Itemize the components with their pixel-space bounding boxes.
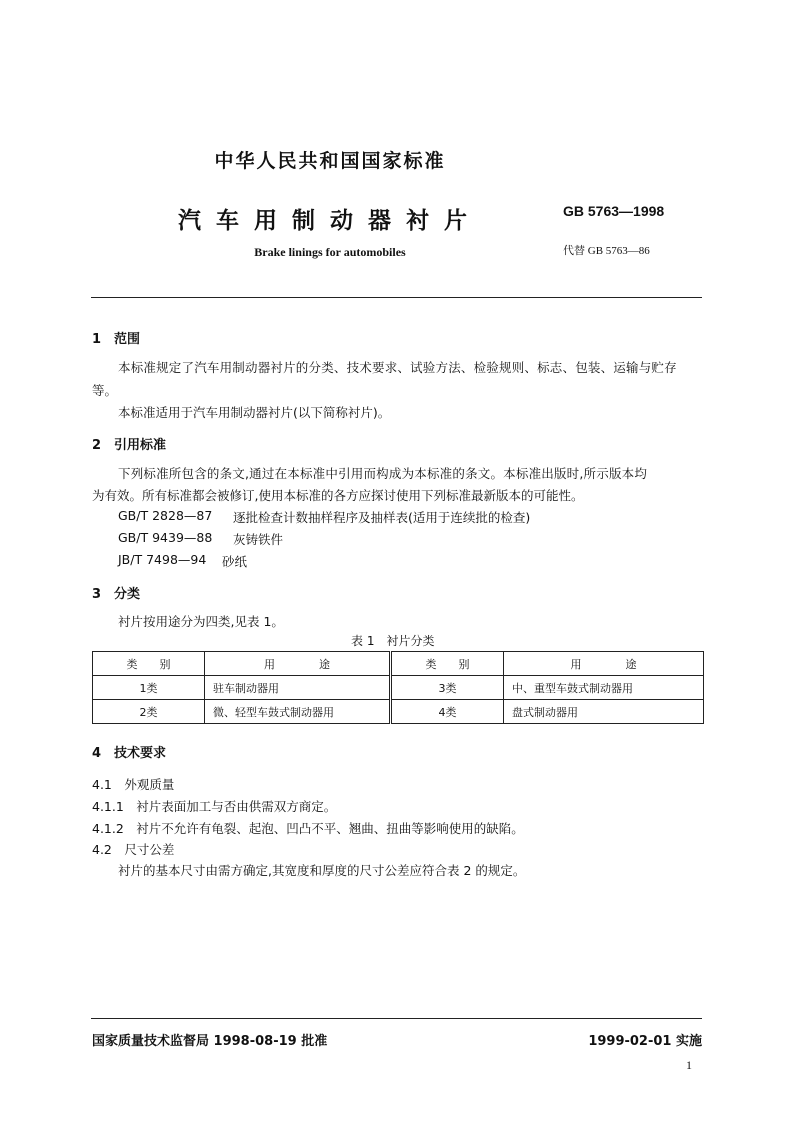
section-1-paragraph-line1: 本标准规定了汽车用制动器衬片的分类、技术要求、试验方法、检验规则、标志、包装、运输与贮存 (118, 360, 677, 375)
english-title: Brake linings for automobiles (254, 245, 406, 259)
section-3-paragraph: 衬片按用途分为四类,见表 1。 (118, 614, 284, 629)
table-cell: 微、轻型车鼓式制动器用 (205, 700, 391, 724)
section-4-heading: 4 技术要求 (92, 746, 167, 761)
table-row (93, 676, 704, 700)
header-divider (91, 297, 702, 298)
table-cell: 盘式制动器用 (504, 700, 704, 724)
document-title: 汽车用制动器衬片 (178, 208, 482, 234)
table-header-row (93, 652, 704, 676)
classification-table (92, 651, 704, 724)
clause-4-2-paragraph: 衬片的基本尺寸由需方确定,其宽度和厚度的尺寸公差应符合表 2 的规定。 (118, 863, 526, 878)
table-cell: 中、重型车鼓式制动器用 (504, 676, 704, 700)
clause-4-1: 4.1 外观质量 (92, 777, 175, 792)
replaces-note: 代替 GB 5763—86 (563, 245, 650, 257)
ref-code: GB/T 9439—88 (118, 530, 213, 545)
implementation-date: 1999-02-01 实施 (588, 1034, 702, 1049)
page-number: 1 (686, 1058, 692, 1072)
clause-4-1-2: 4.1.2 衬片不允许有龟裂、起泡、凹凸不平、翘曲、扭曲等影响使用的缺陷。 (92, 821, 524, 836)
ref-title: 砂纸 (222, 554, 248, 569)
table-row (93, 700, 704, 724)
table-header-cell: 类 别 (391, 652, 504, 676)
standard-title: 中华人民共和国国家标准 (214, 150, 446, 172)
approval-note: 国家质量技术监督局 1998-08-19 批准 (92, 1034, 328, 1049)
table-cell: 1类 (93, 676, 205, 700)
table-cell: 驻车制动器用 (205, 676, 391, 700)
standard-code: GB 5763—1998 (563, 203, 665, 219)
table-header-cell: 类 别 (93, 652, 205, 676)
clause-4-2: 4.2 尺寸公差 (92, 842, 175, 857)
section-1-paragraph-line2: 等。 (92, 383, 118, 398)
ref-code: GB/T 2828—87 (118, 508, 213, 523)
table-1-caption: 表 1 衬片分类 (351, 634, 435, 648)
section-2-heading: 2 引用标准 (92, 438, 167, 453)
section-1-paragraph-2: 本标准适用于汽车用制动器衬片(以下简称衬片)。 (118, 405, 391, 420)
section-2-paragraph-line1: 下列标准所包含的条文,通过在本标准中引用而构成为本标准的条文。本标准出版时,所示版本均 (118, 466, 648, 481)
table-cell: 4类 (391, 700, 504, 724)
table-cell: 2类 (93, 700, 205, 724)
table-cell: 3类 (391, 676, 504, 700)
clause-4-1-1: 4.1.1 衬片表面加工与否由供需双方商定。 (92, 799, 337, 814)
footer-divider (91, 1018, 702, 1019)
table-header-cell: 用 途 (504, 652, 704, 676)
section-2-paragraph-line2: 为有效。所有标准都会被修订,使用本标准的各方应探讨使用下列标准最新版本的可能性。 (92, 488, 584, 503)
table-header-cell: 用 途 (205, 652, 391, 676)
section-1-heading: 1 范围 (92, 332, 141, 347)
ref-title: 灰铸铁件 (233, 532, 284, 547)
ref-title: 逐批检查计数抽样程序及抽样表(适用于连续批的检查) (233, 510, 531, 525)
section-3-heading: 3 分类 (92, 587, 141, 602)
ref-code: JB/T 7498—94 (118, 552, 207, 567)
